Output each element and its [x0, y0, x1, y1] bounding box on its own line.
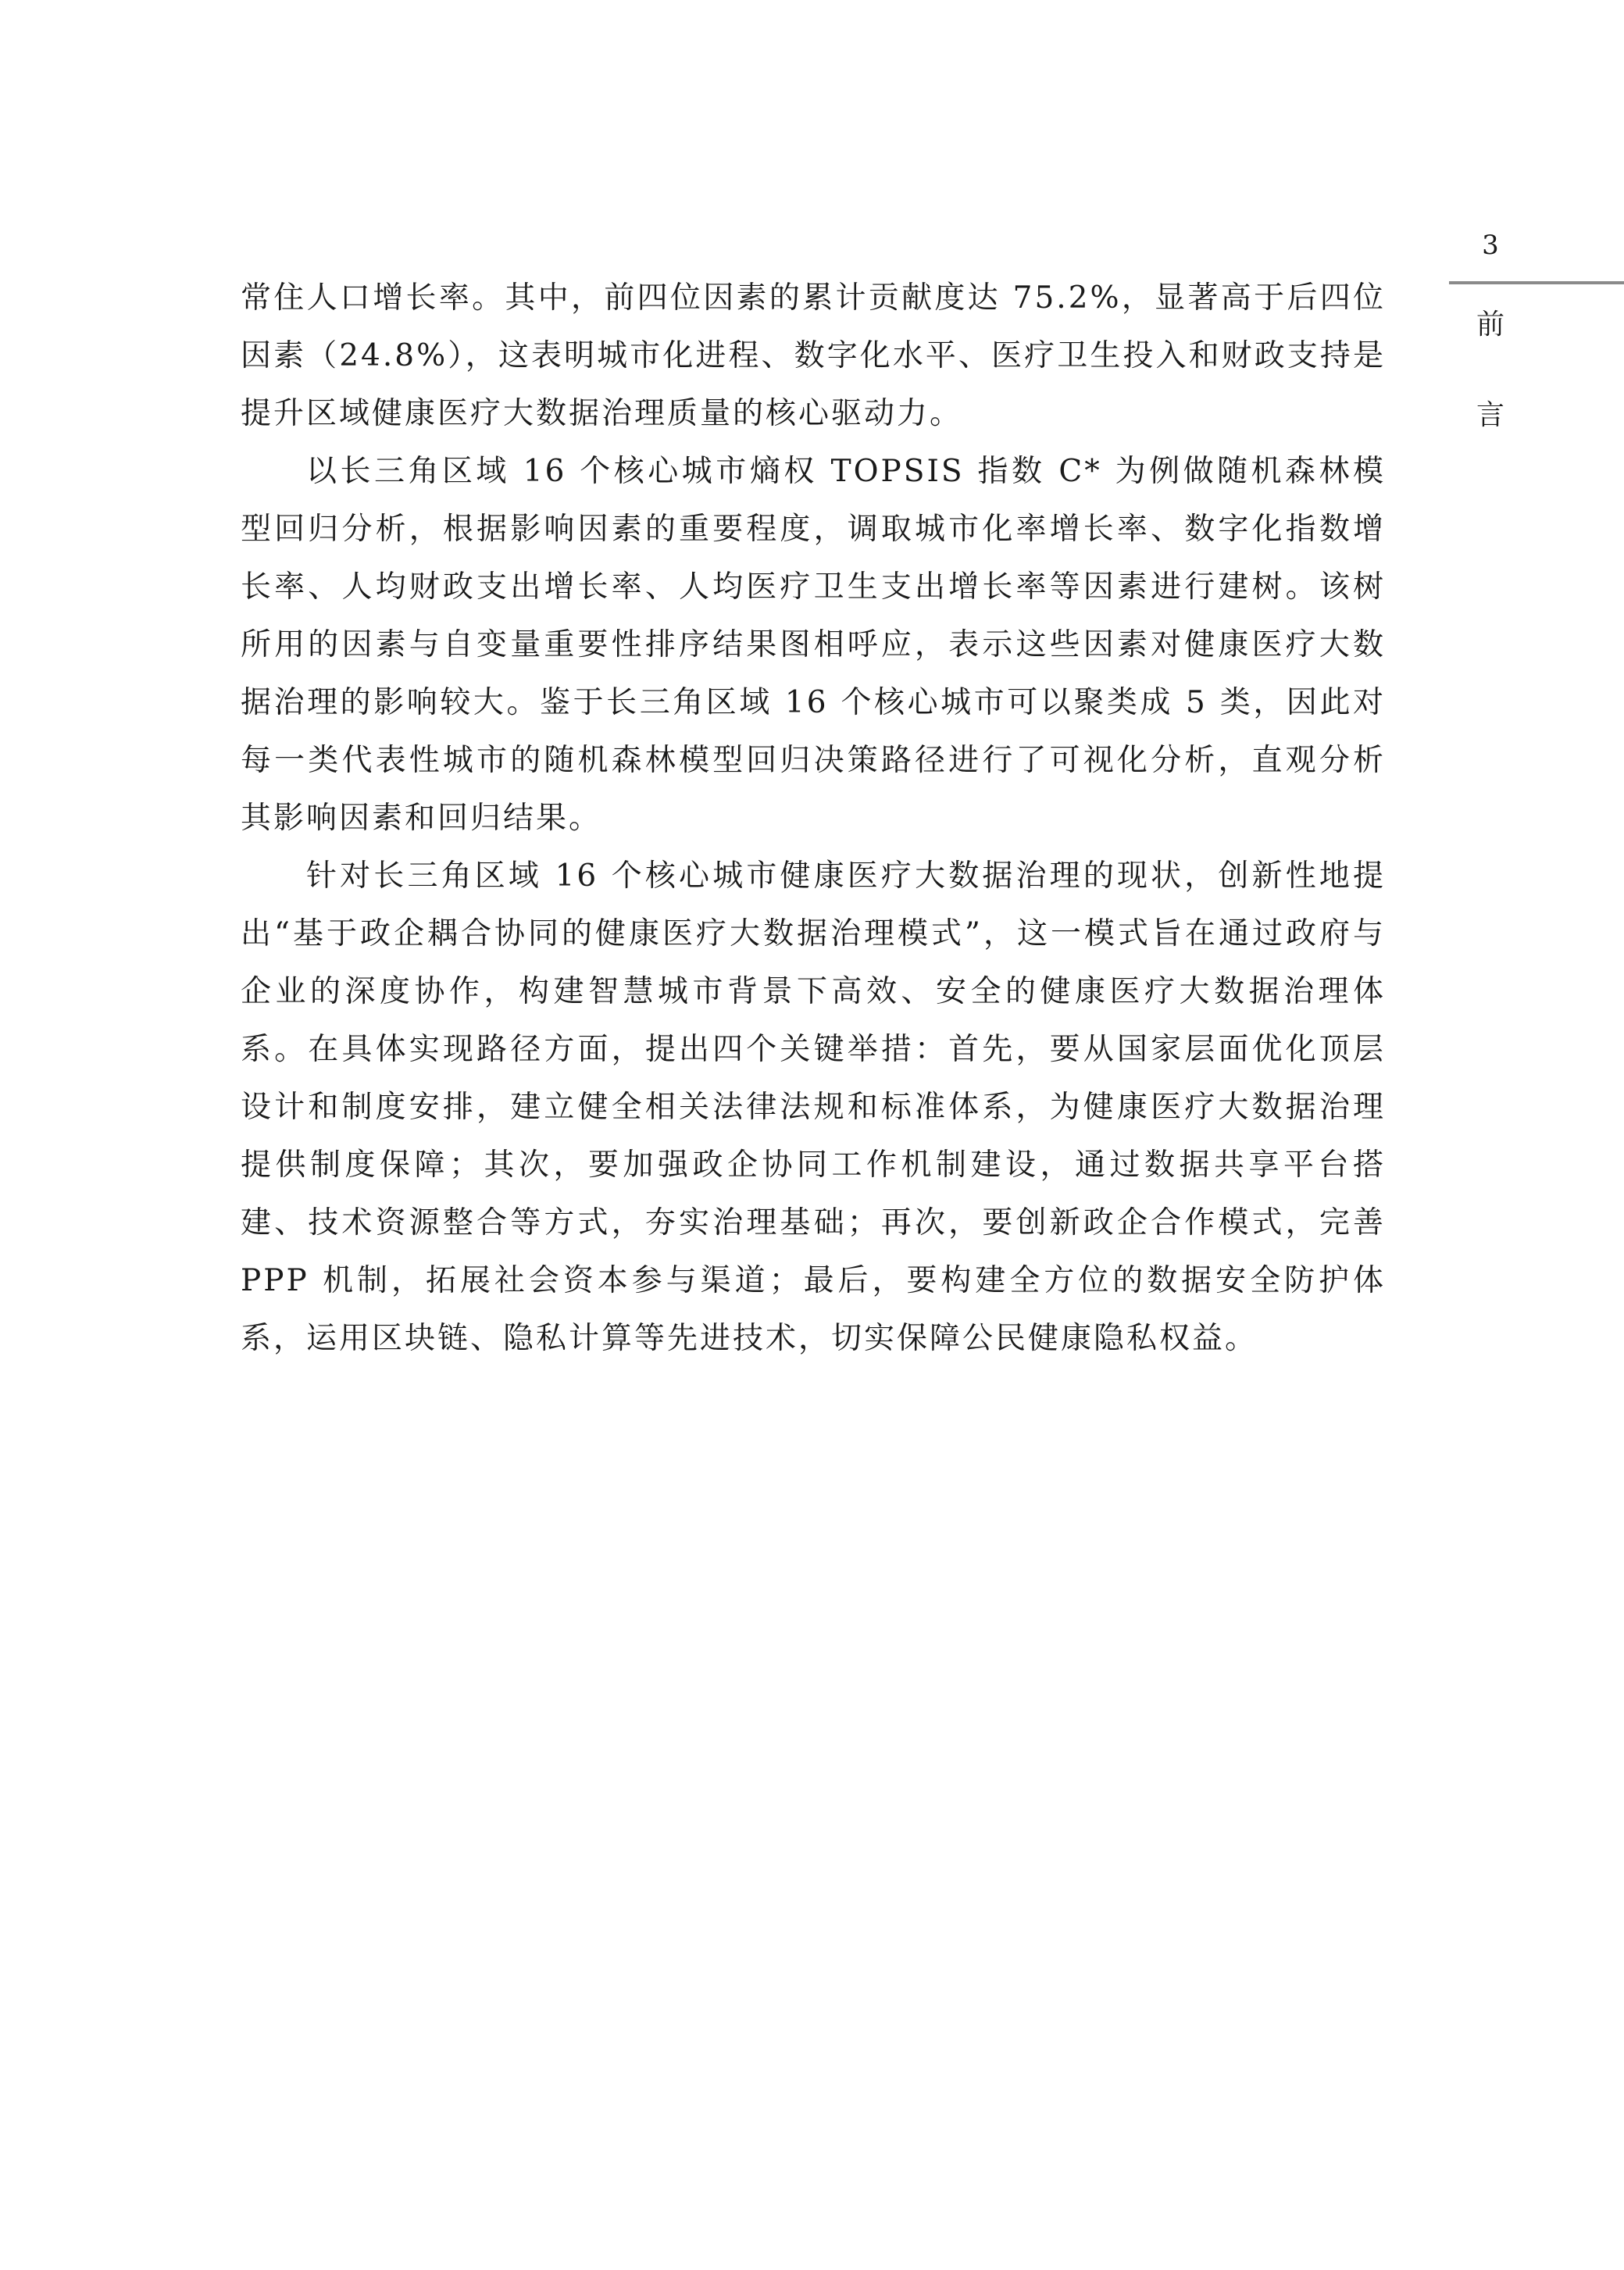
- running-head-char-2: 言: [1476, 399, 1504, 431]
- paragraph-3: 针对长三角区域 16 个核心城市健康医疗大数据治理的现状，创新性地提出“基于政企耦合协同的健康医疗大数据治理模式”，这一模式旨在通过政府与企业的深度协作，构建智慧城市背景下高效、安全的健康医疗大数据治理体系。在具体实现路径方面，提出四个关键举措：首先，要从国家层面优化顶层设计和制度安排，建立健全相关法律法规和标准体系，为健康医疗大数据治理提供制度保障；其次，要加强政企协同工作机制建设，通过数据共享平台搭建、技术资源整合等方式，夯实治理基础；再次，要创新政企合作模式，完善 PPP 机制，拓展社会资本参与渠道；最后，要构建全方位的数据安全防护体系，运用区块链、隐私计算等先进技术，切实保障公民健康隐私权益。: [241, 858, 1386, 1356]
- body-text: [241, 269, 1386, 1368]
- running-head-char-1: 前: [1476, 309, 1504, 341]
- paragraph-1: 常住人口增长率。其中，前四位因素的累计贡献度达 75.2%，显著高于后四位因素（24.8%），这表明城市化进程、数字化水平、医疗卫生投入和财政支持是提升区域健康医疗大数据治理质量的核心驱动力。: [241, 280, 1386, 431]
- header-rule: [1449, 281, 1624, 284]
- page-number: 3: [1482, 230, 1499, 261]
- running-head: [1469, 309, 1512, 491]
- paragraph-2: 以长三角区域 16 个核心城市熵权 TOPSIS 指数 C* 为例做随机森林模型回归分析，根据影响因素的重要程度，调取城市化率增长率、数字化指数增长率、人均财政支出增长率、人均医疗卫生支出增长率等因素进行建树。该树所用的因素与自变量重要性排序结果图相呼应，表示这些因素对健康医疗大数据治理的影响较大。鉴于长三角区域 16 个核心城市可以聚类成 5 类，因此对每一类代表性城市的随机森林模型回归决策路径进行了可视化分析，直观分析其影响因素和回归结果。: [241, 454, 1386, 836]
